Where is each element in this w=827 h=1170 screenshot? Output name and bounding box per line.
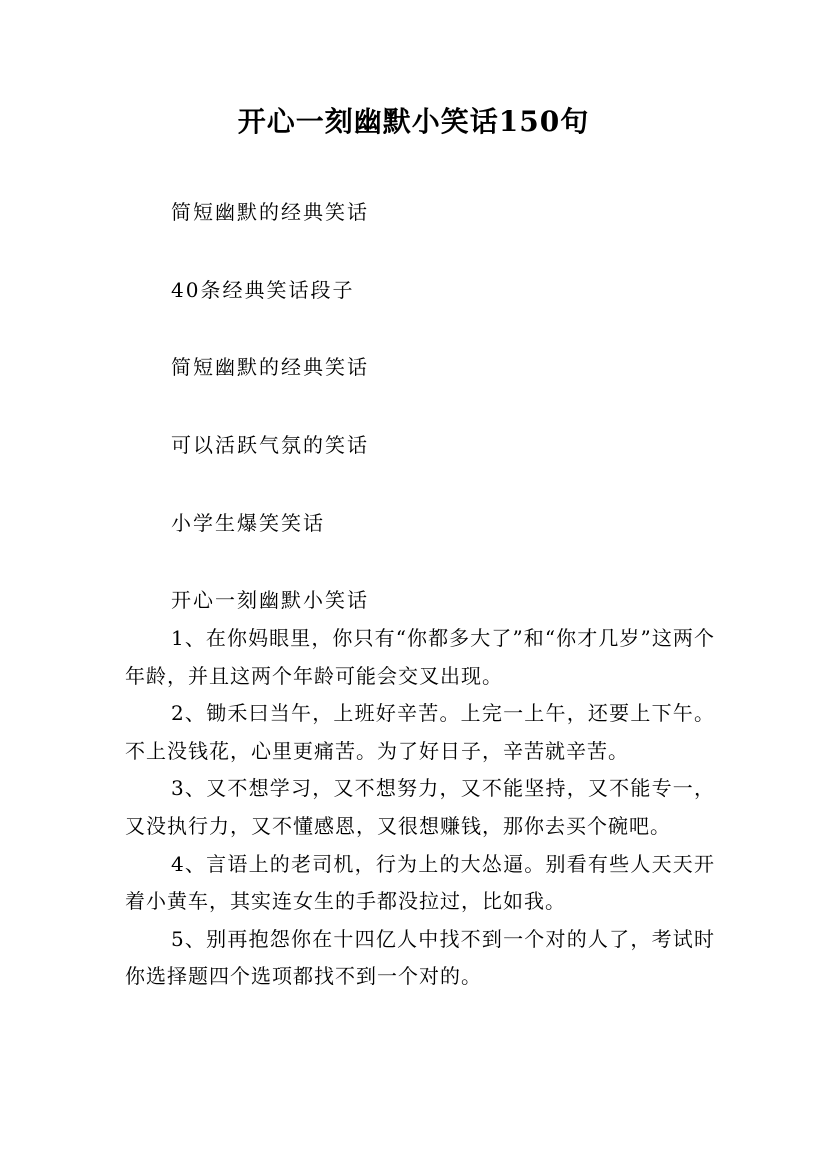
section-heading: 开心一刻幽默小笑话: [171, 588, 369, 612]
joke-list: [125, 620, 715, 996]
joke-paragraph-1: 1、在你妈眼里，你只有“你都多大了”和“你才几岁”这两个年龄，并且这两个年龄可能会交叉出现。: [125, 626, 715, 688]
joke-paragraph-5: 5、别再抱怨你在十四亿人中找不到一个对的人了，考试时你选择题四个选项都找不到一个对的。: [125, 926, 715, 989]
related-link-2[interactable]: 40条经典笑话段子: [171, 278, 355, 302]
related-link-1[interactable]: 简短幽默的经典笑话: [171, 200, 369, 224]
related-link-3[interactable]: 简短幽默的经典笑话: [171, 355, 369, 379]
joke-paragraph-2: 2、锄禾曰当午，上班好辛苦。上完一上午，还要上下午。不上没钱花，心里更痛苦。为了好日子，辛苦就辛苦。: [125, 701, 715, 763]
related-link-5[interactable]: 小学生爆笑笑话: [171, 511, 325, 535]
page-title: 开心一刻幽默小笑话150句: [237, 105, 590, 138]
joke-paragraph-3: 3、又不想学习，又不想努力，又不能坚持，又不能专一，又没执行力，又不懂感恩，又很想赚钱，那你去买个碗吧。: [125, 776, 715, 838]
related-link-4[interactable]: 可以活跃气氛的笑话: [171, 433, 369, 457]
joke-paragraph-4: 4、言语上的老司机，行为上的大怂逼。别看有些人天天开着小黄车，其实连女生的手都没拉过，比如我。: [125, 851, 715, 914]
